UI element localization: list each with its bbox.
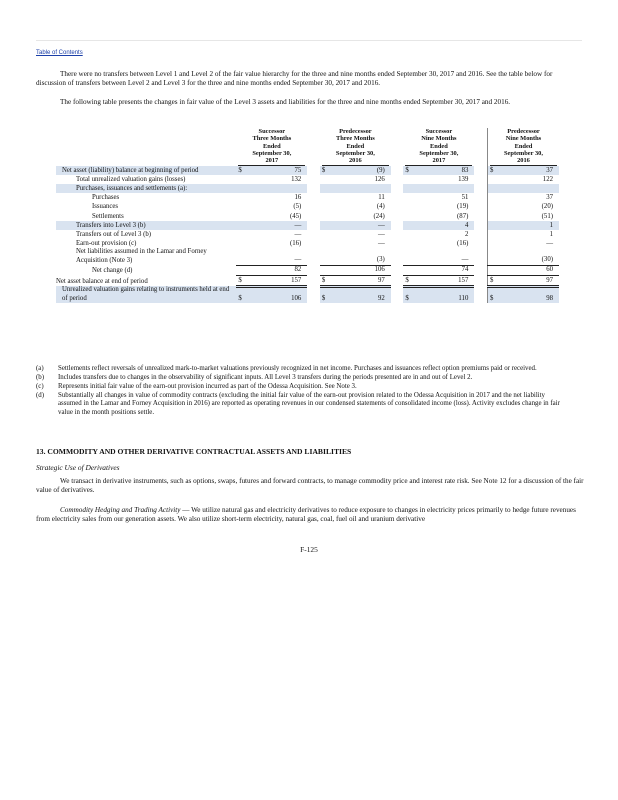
dollar-sign [320, 203, 333, 212]
table-row [56, 239, 559, 248]
page-number: F-125 [300, 545, 318, 554]
footnote-key: (b) [36, 373, 45, 381]
dollar-sign [487, 193, 500, 202]
table-row [56, 286, 559, 303]
cell-value: 92 [333, 286, 391, 303]
dollar-sign [236, 184, 249, 193]
row-label: Net asset (liability) balance at beginning of period [56, 166, 236, 175]
cell-value: (3) [333, 248, 391, 265]
dollar-sign [320, 193, 333, 202]
table-row [56, 275, 559, 286]
cell-value: (16) [457, 240, 469, 248]
footnotes [36, 365, 566, 418]
dollar-sign [236, 239, 249, 248]
cell-value: — [249, 248, 307, 265]
paragraph-title: Commodity Hedging and Trading Activity [60, 506, 181, 514]
dollar-sign: $ [487, 166, 500, 175]
dollar-sign [403, 212, 416, 221]
header-rule [36, 40, 582, 41]
cell-value: 106 [333, 265, 391, 275]
dollar-sign [487, 184, 500, 193]
row-label: Net liabilities assumed in the Lamar and Forney Acquisition (Note 3) [76, 248, 207, 264]
intro-paragraph-1: There were no transfers between Level 1 and Level 2 of the fair value hierarchy for the three and nine months ended September 30, 2017 and 2016. See the table below for discussion of transfers between Level 2 and Level 3 for the three and nine months ended September 30, 2017 and 2016. [36, 70, 553, 87]
table-row [56, 230, 559, 239]
cell-value: 97 [333, 275, 391, 286]
column-header: Predecessor Three Months Ended September 30, 2016 [320, 128, 391, 166]
table-header-row [56, 128, 559, 166]
cell-value: 37 [501, 166, 559, 175]
cell-value: — [249, 221, 307, 230]
column-header: Successor Nine Months Ended September 30, 2017 [403, 128, 474, 166]
table-row [56, 265, 559, 275]
cell-value: 139 [458, 175, 469, 183]
dollar-sign: $ [320, 286, 333, 303]
dollar-sign [320, 221, 333, 230]
dollar-sign [236, 265, 249, 275]
dollar-sign: $ [236, 275, 249, 286]
footnote-text: Represents initial fair value of the earn-out provision incurred as part of the Odessa Acquisition. See Note 3. [58, 382, 357, 390]
section-paragraph-2: Commodity Hedging and Trading Activity — We utilize natural gas and electricity derivatives to reduce exposure to changes in electricity prices primarily to hedge future revenues from electricity sales from our generation assets. We also utilize short-term electricity, natural gas, coal, fuel oil and uranium derivative [36, 506, 576, 523]
dollar-sign [236, 248, 249, 265]
dollar-sign: $ [487, 286, 500, 303]
cell-value: (4) [376, 203, 385, 211]
dollar-sign [236, 230, 249, 239]
dollar-sign [487, 248, 500, 265]
level3-fair-value-table [56, 128, 559, 303]
table-row [56, 203, 559, 212]
cell-value: (45) [289, 212, 302, 220]
row-label: Purchases [92, 194, 120, 202]
dollar-sign [487, 265, 500, 275]
row-label: Total unrealized valuation gains (losses) [76, 175, 186, 183]
table-row [56, 166, 559, 175]
row-label: Unrealized valuation gains relating to instruments held at end of period [56, 286, 236, 303]
cell-value: 37 [546, 194, 553, 202]
footnote [36, 374, 566, 382]
table-row [56, 221, 559, 230]
table-row [56, 248, 559, 265]
dollar-sign [236, 193, 249, 202]
dollar-sign [320, 248, 333, 265]
row-label: Net asset balance at end of period [56, 278, 148, 286]
dollar-sign [320, 175, 333, 184]
cell-value: 4 [416, 221, 474, 230]
footnote [36, 365, 566, 373]
dollar-sign: $ [403, 275, 416, 286]
table-of-contents-link[interactable]: Table of Contents [36, 50, 83, 56]
footnote-key: (d) [36, 391, 45, 399]
cell-value: — [378, 240, 385, 248]
section-paragraph-1: We transact in derivative instruments, such as options, swaps, futures and forward contracts, to manage commodity price and interest rate risk. See Note 12 for a discussion of the fair value of derivatives. [36, 477, 584, 494]
dollar-sign: $ [487, 275, 500, 286]
dollar-sign [236, 221, 249, 230]
cell-value: — [333, 221, 391, 230]
cell-value: (51) [541, 212, 553, 220]
cell-value: (24) [373, 212, 385, 220]
footnote [36, 392, 566, 417]
column-header: Successor Three Months Ended September 30, 2017 [236, 128, 307, 166]
dollar-sign [403, 248, 416, 265]
dollar-sign: $ [320, 275, 333, 286]
dollar-sign: $ [403, 286, 416, 303]
dollar-sign [487, 212, 500, 221]
cell-value: 157 [416, 275, 474, 286]
dollar-sign [403, 193, 416, 202]
dollar-sign [236, 203, 249, 212]
dollar-sign [320, 265, 333, 275]
cell-value: 74 [416, 265, 474, 275]
footnote-key: (a) [36, 365, 44, 372]
dollar-sign [487, 230, 500, 239]
row-label: Transfers into Level 3 (b) [56, 221, 236, 230]
dollar-sign [487, 239, 500, 248]
intro-paragraph-2: The following table presents the changes in fair value of the Level 3 assets and liabilities for the three and nine months ended September 30, 2017 and 2016. [60, 98, 511, 106]
cell-value: 1 [501, 221, 559, 230]
dollar-sign [403, 175, 416, 184]
footnote-text: Includes transfers due to changes in the observability of significant inputs. All Level 3 transfers during the periods presented are in and out of Level 2. [58, 373, 473, 381]
cell-value: (30) [501, 248, 559, 265]
cell-value: 51 [461, 194, 469, 202]
dollar-sign: $ [236, 166, 249, 175]
cell-value: 106 [249, 286, 307, 303]
column-header: Predecessor Nine Months Ended September 30, 2016 [487, 128, 559, 166]
footnote [36, 383, 566, 391]
cell-value: (20) [541, 203, 553, 211]
dollar-sign: $ [320, 166, 333, 175]
dollar-sign [236, 175, 249, 184]
cell-value: 60 [501, 265, 559, 275]
cell-value: 1 [549, 231, 553, 239]
dollar-sign [236, 212, 249, 221]
cell-value: 83 [416, 166, 474, 175]
row-label: Issuances [92, 203, 119, 211]
cell-value: 122 [542, 175, 553, 183]
row-label: Purchases, issuances and settlements (a): [56, 184, 236, 193]
dollar-sign [320, 230, 333, 239]
footnote-text: Settlements reflect reversals of unrealized mark-to-market valuations previously recognized in net income. Purchases and issuances reflect option premiums paid or received. [58, 365, 537, 372]
cell-value: — [294, 231, 302, 239]
cell-value: 16 [294, 194, 302, 202]
cell-value: — [546, 240, 553, 248]
cell-value: 11 [378, 194, 385, 202]
cell-value: 110 [416, 286, 474, 303]
dollar-sign [403, 221, 416, 230]
table-row [56, 175, 559, 184]
dollar-sign [487, 175, 500, 184]
cell-value: 75 [249, 166, 307, 175]
dollar-sign [320, 212, 333, 221]
dollar-sign [487, 221, 500, 230]
row-label: Earn-out provision (c) [76, 240, 137, 248]
row-label: Net change (d) [92, 266, 133, 274]
cell-value: — [416, 248, 474, 265]
table-row [56, 184, 559, 193]
cell-value: 2 [464, 231, 469, 239]
dollar-sign [403, 203, 416, 212]
cell-value: 126 [374, 175, 385, 183]
row-label: Settlements [92, 212, 124, 220]
cell-value [249, 184, 307, 193]
dollar-sign [320, 239, 333, 248]
cell-value: (19) [457, 203, 469, 211]
cell-value: 132 [291, 175, 302, 183]
cell-value: (87) [457, 212, 469, 220]
cell-value: 157 [249, 275, 307, 286]
dollar-sign [403, 230, 416, 239]
table-row [56, 193, 559, 202]
footnote-text: Substantially all changes in value of commodity contracts (excluding the initial fair value of the earn-out provision related to the Odessa Acquisition in 2017 and the net liability assumed in the Lamar and Forney Acquisition in 2016) are reported as operating revenues in our condensed statements of consolidated income (loss). Activity excludes change in fair value in the month positions settle. [58, 391, 560, 416]
cell-value [416, 184, 474, 193]
cell-value [333, 184, 391, 193]
cell-value: 97 [501, 275, 559, 286]
section-subheading: Strategic Use of Derivatives [36, 463, 120, 472]
dollar-sign: $ [403, 166, 416, 175]
section-heading: 13. COMMODITY AND OTHER DERIVATIVE CONTRACTUAL ASSETS AND LIABILITIES [36, 447, 352, 456]
cell-value: — [378, 231, 385, 239]
dollar-sign [403, 239, 416, 248]
cell-value: (9) [333, 166, 391, 175]
cell-value [501, 184, 559, 193]
dollar-sign [403, 184, 416, 193]
dollar-sign [487, 203, 500, 212]
row-label: Transfers out of Level 3 (b) [76, 231, 152, 239]
dollar-sign: $ [236, 286, 249, 303]
cell-value: 98 [501, 286, 559, 303]
cell-value: (16) [289, 240, 302, 248]
dollar-sign [403, 265, 416, 275]
dollar-sign [320, 184, 333, 193]
cell-value: (5) [293, 203, 302, 211]
cell-value: 82 [249, 265, 307, 275]
table-row [56, 212, 559, 221]
footnote-key: (c) [36, 382, 44, 390]
